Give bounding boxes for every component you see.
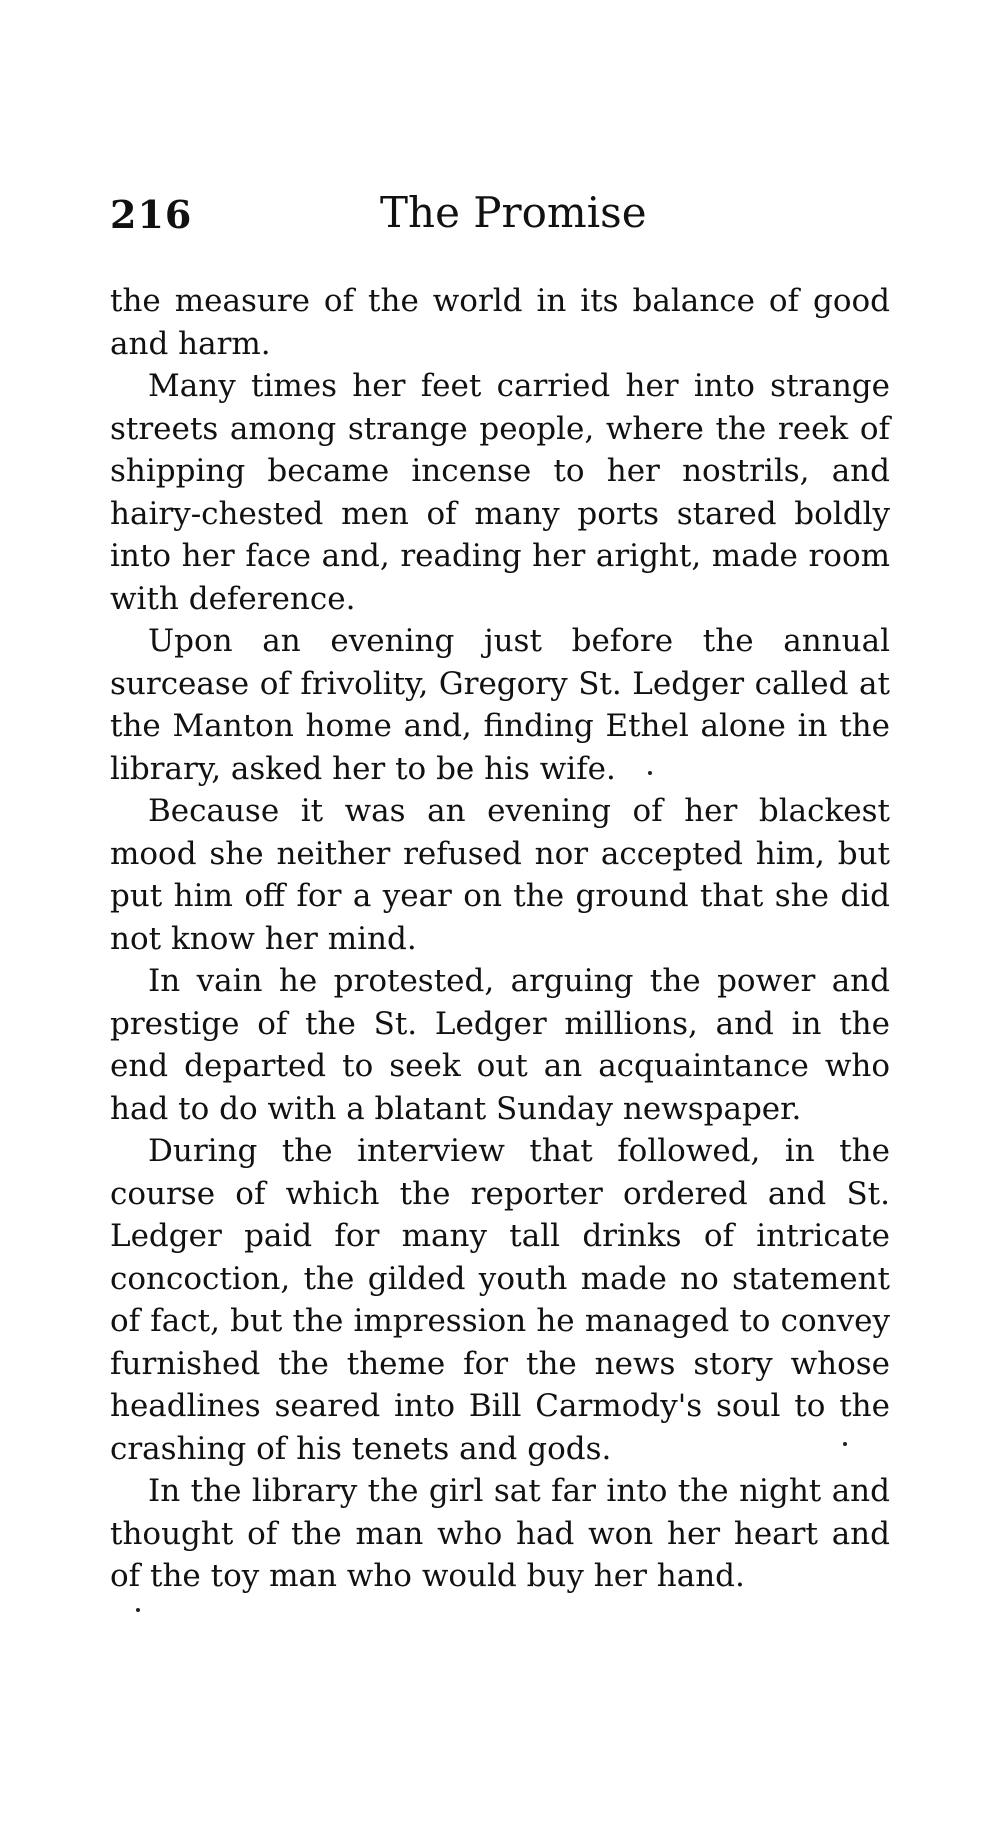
page-number: 216 bbox=[110, 192, 193, 237]
ink-speck bbox=[648, 771, 652, 775]
running-title: The Promise bbox=[380, 188, 647, 237]
paragraph: Upon an evening just before the annual surcease of frivolity, Gregory St. Ledger called at the Manton home and, finding Ethel alone in the library, asked her to be his wife. bbox=[110, 623, 890, 787]
ink-speck bbox=[136, 1608, 140, 1612]
paragraph: During the interview that followed, in the course of which the reporter ordered and St. Ledger paid for many tall drinks of intricate concoction, the gilded youth made no statement of fact, but the impression he managed to convey furnished the theme for the news story whose headlines seared into Bill Carmody's soul to the crashing of his tenets and gods. bbox=[110, 1133, 890, 1467]
paragraph: In the library the girl sat far into the night and thought of the man who had won her heart and of the toy man who would buy her hand. bbox=[110, 1473, 890, 1594]
paragraph: Many times her feet carried her into strange streets among strange people, where the reek of shipping became incense to her nostrils, and hairy-chested men of many ports stared boldly into her face and, reading her aright, made room with deference. bbox=[110, 368, 890, 617]
paragraph: In vain he protested, arguing the power and prestige of the St. Ledger millions, and in the end departed to seek out an acquaintance who had to do with a blatant Sunday newspaper. bbox=[110, 963, 890, 1127]
ink-speck bbox=[843, 1442, 847, 1446]
paragraph: Because it was an evening of her blackest mood she neither refused nor accepted him, but put him off for a year on the ground that she did not know her mind. bbox=[110, 793, 890, 957]
paragraph-continuation: the measure of the world in its balance of good and harm. bbox=[110, 283, 890, 362]
body-text bbox=[110, 280, 890, 1598]
page-header bbox=[110, 188, 890, 248]
